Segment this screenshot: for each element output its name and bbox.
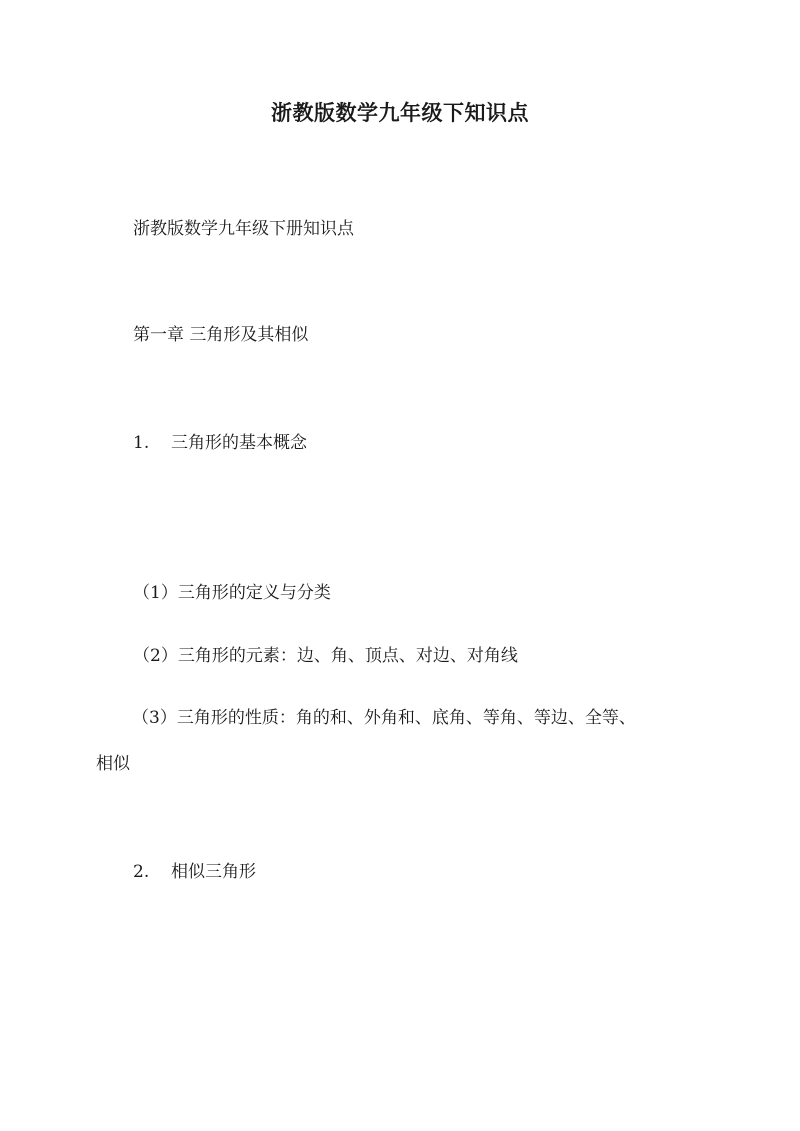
list-item-wrapped — [96, 706, 706, 776]
section-title: 三角形的基本概念 — [171, 433, 307, 453]
list-item: （1）三角形的定义与分类 — [133, 583, 331, 603]
chapter-heading: 第一章 三角形及其相似 — [133, 325, 309, 345]
document-title: 浙教版数学九年级下知识点 — [271, 100, 529, 125]
section-title: 相似三角形 — [171, 862, 256, 882]
section-number: 1. — [133, 433, 150, 453]
section-heading-2 — [133, 860, 256, 884]
section-number: 2. — [133, 862, 150, 882]
list-item-continuation: 相似 — [96, 754, 130, 774]
section-heading-1 — [133, 431, 307, 455]
document-subtitle: 浙教版数学九年级下册知识点 — [133, 219, 354, 239]
list-item-line: （3）三角形的性质：角的和、外角和、底角、等角、等边、全等、 — [132, 708, 636, 728]
list-item: （2）三角形的元素：边、角、顶点、对边、对角线 — [133, 646, 518, 666]
